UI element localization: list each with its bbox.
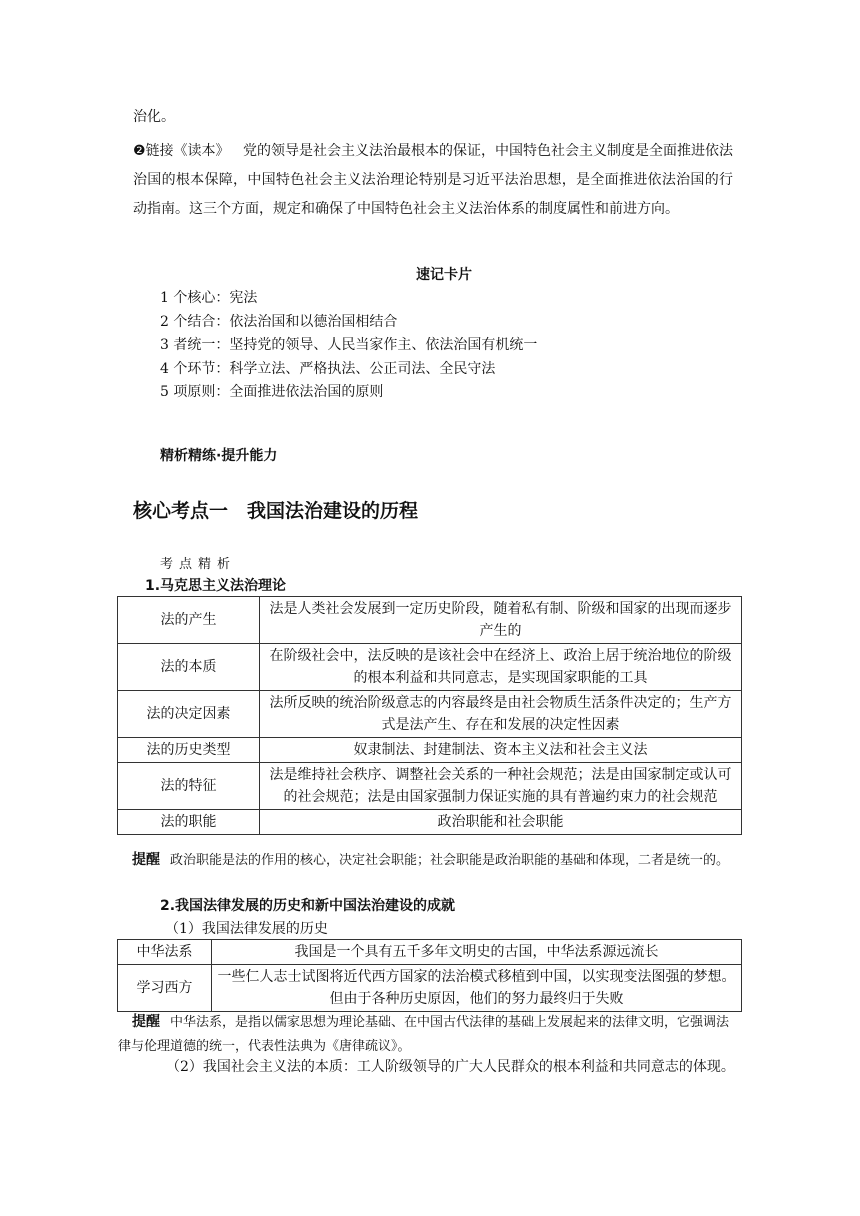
row-key: 法的特征 <box>118 763 260 810</box>
tip-text: 中华法系，是指以儒家思想为理论基础、在中国古代法律的基础上发展起来的法律文明，它强调法律与伦理道德的统一，代表性法典为《唐律疏议》。 <box>118 1015 730 1054</box>
row-value: 一些仁人志士试图将近代西方国家的法治模式移植到中国，以实现变法图强的梦想。但由于各种历史原因，他们的努力最终归于失败 <box>212 965 742 1012</box>
row-key: 法的产生 <box>118 597 260 644</box>
row-value: 我国是一个具有五千多年文明史的古国，中华法系源远流长 <box>212 940 742 965</box>
law-history-table <box>117 939 742 1012</box>
tip-label: 提醒 <box>132 852 160 868</box>
part2-sub2: （2）我国社会主义法的本质：工人阶级领导的广大人民群众的根本利益和共同意志的体现。 <box>166 1059 735 1075</box>
card-title: 速记卡片 <box>416 267 472 283</box>
table-row <box>118 763 742 810</box>
row-key: 法的决定因素 <box>118 691 260 738</box>
intro-line: 治化。 <box>133 109 175 125</box>
table-row <box>118 940 742 965</box>
link-paragraph <box>133 137 733 224</box>
row-key: 学习西方 <box>118 965 212 1012</box>
row-key: 中华法系 <box>118 940 212 965</box>
section-title: 精析精练·提升能力 <box>160 448 278 464</box>
part2-sub1: （1）我国法律发展的历史 <box>165 921 328 937</box>
card-item: 3 者统一：坚持党的领导、人民当家作主、依法治国有机统一 <box>160 337 538 353</box>
tip-label: 提醒 <box>132 1014 160 1030</box>
table-row <box>118 691 742 738</box>
link-label: ❷链接《读本》 <box>133 143 230 159</box>
tip-note <box>118 1010 740 1059</box>
row-value: 奴隶制法、封建制法、资本主义法和社会主义法 <box>260 738 742 763</box>
card-item: 1 个核心：宪法 <box>160 290 258 306</box>
law-theory-table <box>117 596 742 835</box>
link-text: 党的领导是社会主义法治最根本的保证，中国特色社会主义制度是全面推进依法治国的根本保障，中国特色社会主义法治理论特别是习近平法治思想，是全面推进依法治国的行动指南。这三个方面，规定和确保了中国特色社会主义法治体系的制度属性和前进方向。 <box>133 143 733 217</box>
card-item: 5 项原则：全面推进依法治国的原则 <box>160 384 384 400</box>
part1-title: 1.马克思主义法治理论 <box>145 578 287 594</box>
kaodian-label: 考点精析 <box>160 557 237 572</box>
card-item: 2 个结合：依法治国和以德治国相结合 <box>160 313 398 330</box>
row-value: 法是维持社会秩序、调整社会关系的一种社会规范；法是由国家制定或认可的社会规范；法是由国家强制力保证实施的具有普遍约束力的社会规范 <box>260 763 742 810</box>
row-key: 法的本质 <box>118 644 260 691</box>
table-row <box>118 810 742 835</box>
table-row <box>118 738 742 763</box>
tip-note <box>118 848 740 873</box>
part2-title: 2.我国法律发展的历史和新中国法治建设的成就 <box>160 898 456 914</box>
table-row <box>118 965 742 1012</box>
core-heading: 核心考点一 我国法治建设的历程 <box>133 500 419 522</box>
row-key: 法的历史类型 <box>118 738 260 763</box>
row-value: 在阶级社会中，法反映的是该社会中在经济上、政治上居于统治地位的阶级的根本利益和共同意志，是实现国家职能的工具 <box>260 644 742 691</box>
tip-text: 政治职能是法的作用的核心，决定社会职能；社会职能是政治职能的基础和体现，二者是统一的。 <box>170 853 730 868</box>
row-key: 法的职能 <box>118 810 260 835</box>
table-row <box>118 597 742 644</box>
row-value: 法是人类社会发展到一定历史阶段，随着私有制、阶级和国家的出现而逐步产生的 <box>260 597 742 644</box>
table-row <box>118 644 742 691</box>
card-list <box>160 287 537 405</box>
card-item: 4 个环节：科学立法、严格执法、公正司法、全民守法 <box>160 360 496 377</box>
row-value: 法所反映的统治阶级意志的内容最终是由社会物质生活条件决定的；生产方式是法产生、存在和发展的决定性因素 <box>260 691 742 738</box>
row-value: 政治职能和社会职能 <box>260 810 742 835</box>
